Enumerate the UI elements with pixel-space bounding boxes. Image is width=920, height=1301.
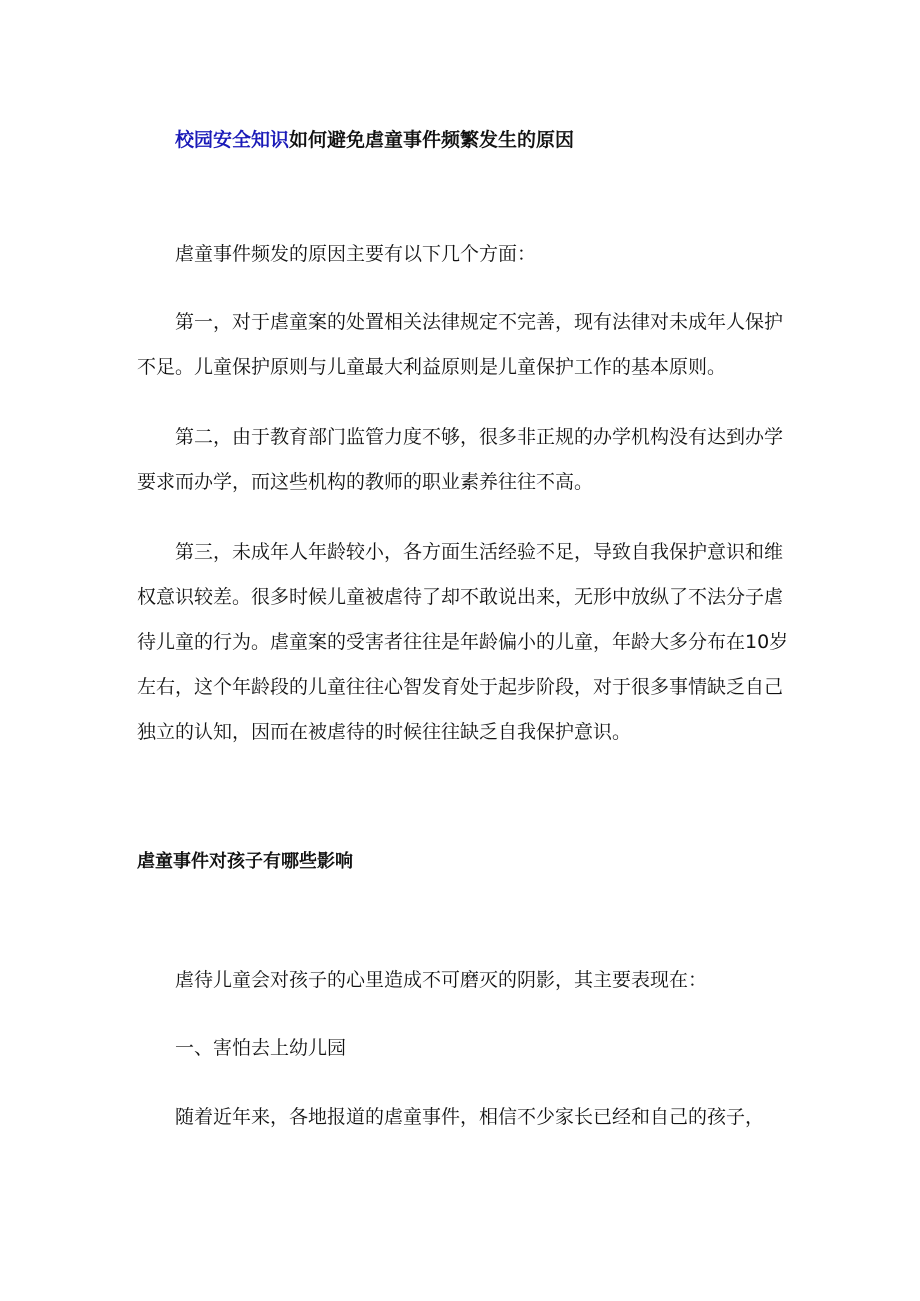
title-link[interactable]: 校园安全知识: [175, 129, 290, 151]
document-title: [175, 126, 574, 154]
reason-paragraph-2: 第二，由于教育部门监管力度不够，很多非正规的办学机构没有达到办学要求而办学，而这些机构的教师的职业素养往往不高。: [137, 426, 784, 493]
section-heading: 虐童事件对孩子有哪些影响: [137, 851, 353, 872]
intro-paragraph: 虐童事件频发的原因主要有以下几个方面：: [175, 243, 537, 265]
reason-paragraph-1: 第一，对于虐童案的处置相关法律规定不完善，现有法律对未成年人保护不足。儿童保护原则与儿童最大利益原则是儿童保护工作的基本原则。: [137, 311, 784, 378]
reason-paragraph-3: 第三，未成年人年龄较小，各方面生活经验不足，导致自我保护意识和维权意识较差。很多时候儿童被虐待了却不敢说出来，无形中放纵了不法分子虐待儿童的行为。虐童案的受害者往往是年龄偏小的儿童，年龄大多分布在10岁左右，这个年龄段的儿童往往心智发育处于起步阶段，对于很多事情缺乏自己独立的认知，因而在被虐待的时候往往缺乏自我保护意识。: [137, 541, 789, 743]
title-text: 如何避免虐童事件频繁发生的原因: [289, 129, 575, 151]
impact-intro-paragraph: 虐待儿童会对孩子的心里造成不可磨灭的阴影，其主要表现在：: [175, 969, 708, 991]
impact-item-text: 随着近年来，各地报道的虐童事件，相信不少家长已经和自己的孩子，: [175, 1106, 765, 1128]
impact-item-title: 一、害怕去上幼儿园: [175, 1037, 347, 1059]
